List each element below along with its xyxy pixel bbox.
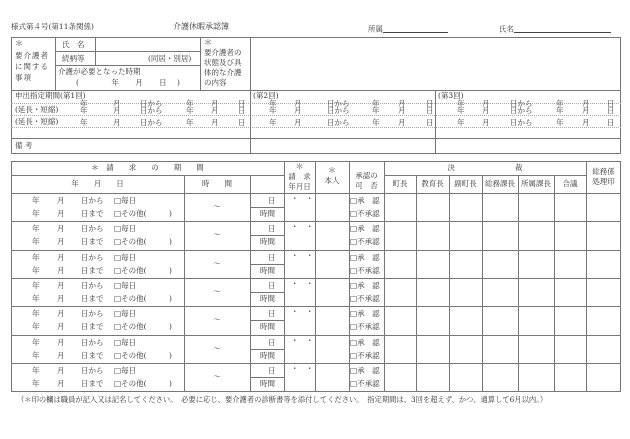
from-month: 月	[57, 309, 65, 319]
disapprove-checkbox[interactable]: □不承認	[350, 209, 380, 218]
period-date-unit: 月	[398, 99, 406, 108]
unit-day: 日	[268, 309, 276, 319]
from-month: 月	[57, 224, 65, 234]
self-signature-cell[interactable]	[316, 222, 348, 248]
period-date-unit: 年	[186, 118, 194, 127]
to-month: 月	[57, 293, 65, 303]
to-month: 月	[57, 350, 65, 360]
other-checkbox[interactable]: □その他( )	[114, 293, 172, 303]
decision-header: 決 裁	[447, 163, 523, 172]
self-signature-cell[interactable]	[316, 307, 348, 333]
to-day: 日まで	[81, 237, 104, 247]
relation-label: 続柄等	[62, 54, 85, 63]
cohabitation-option[interactable]: (同居・別居)	[148, 54, 192, 63]
period-date-unit: 日	[238, 99, 246, 108]
applicant-name-label: 氏名	[499, 24, 514, 34]
other-checkbox[interactable]: □その他( )	[114, 265, 172, 275]
to-month: 月	[57, 378, 65, 388]
other-checkbox[interactable]: □その他( )	[114, 322, 172, 332]
from-year: 年	[32, 196, 40, 205]
caregiver-label-line-3: 事項	[15, 73, 32, 82]
need-time-label: 介護が必要となった時期	[58, 67, 141, 76]
form-title: 介護休暇承認簿	[173, 22, 229, 31]
to-month: 月	[57, 237, 65, 247]
period-date-unit: 月	[482, 99, 490, 108]
period-date-unit: 日	[607, 99, 615, 108]
approver-department-chief: 所属課長	[521, 179, 551, 188]
period-date-unit: 年	[457, 106, 465, 115]
to-year: 年	[32, 350, 40, 360]
period-date-unit: 月	[113, 99, 121, 108]
period-date-unit: 日から	[140, 99, 163, 108]
from-month: 月	[57, 337, 65, 347]
every-day-checkbox[interactable]: □毎日	[114, 337, 137, 347]
disapprove-checkbox[interactable]: □不承認	[350, 265, 380, 275]
period-date-unit: 年	[556, 118, 564, 127]
period-date-unit: 年	[457, 118, 465, 127]
period-date-unit: 日	[238, 118, 246, 127]
condition-label-line-3: 体的な介護	[204, 68, 242, 77]
to-day: 日まで	[81, 265, 104, 275]
to-day: 日まで	[81, 209, 104, 218]
affiliation-field[interactable]	[368, 23, 448, 33]
request-period-header: ＊ 請 求 の 期 間	[91, 163, 204, 172]
approve-checkbox[interactable]: □承 認	[350, 280, 380, 290]
period-date-unit: 日から	[140, 118, 163, 127]
period-third-label: (第3回)	[438, 91, 464, 100]
request-date-header-1: 請 求	[288, 172, 311, 181]
period-date-unit: 月	[211, 99, 219, 108]
period-date-unit: 年	[80, 106, 88, 115]
from-day: 日から	[81, 252, 104, 262]
every-day-checkbox[interactable]: □毎日	[114, 365, 137, 375]
period-date-unit: 年	[186, 99, 194, 108]
period-date-unit: 月	[113, 106, 121, 115]
period-date-unit: 月	[398, 118, 406, 127]
request-date-header-asterisk: ＊	[295, 162, 304, 171]
other-checkbox[interactable]: □その他( )	[114, 350, 172, 360]
remarks-label: 備 考	[15, 141, 33, 150]
self-signature-cell[interactable]	[316, 251, 348, 277]
extension-label-1[interactable]: (延長・短縮)	[15, 105, 59, 114]
need-time-date[interactable]: ( 年 月 日 )	[76, 78, 180, 87]
period-date-unit: 年	[269, 106, 277, 115]
self-signature-cell[interactable]	[316, 194, 348, 220]
request-date-dots[interactable]: ・ ・	[291, 335, 314, 345]
unit-hours: 時間	[260, 322, 275, 332]
from-year: 年	[32, 365, 40, 375]
approver-deputy-mayor: 副町長	[454, 179, 477, 188]
unit-hours: 時間	[260, 237, 275, 247]
condition-label-line-2: 状態及び具	[204, 58, 242, 67]
to-day: 日まで	[81, 378, 104, 388]
applicant-name-field[interactable]	[499, 23, 611, 33]
from-day: 日から	[81, 309, 104, 319]
unit-day: 日	[268, 337, 276, 347]
time-range-tilde[interactable]: ～	[213, 371, 221, 381]
unit-day: 日	[268, 365, 276, 375]
self-header-asterisk: ＊	[328, 166, 336, 175]
period-date-unit: 日	[607, 106, 615, 115]
footer-note: （＊印の欄は職員が記入又は記名してください。 必要に応じ、要介護者の診断書等を添付してください。 指定期間は、3回を超えず、かつ、通算して6月以内。）	[17, 395, 548, 404]
general-affairs-header-1: 総務係	[592, 167, 615, 176]
disapprove-checkbox[interactable]: □不承認	[350, 322, 380, 332]
form-number: 様式第４号(第11条関係)	[11, 22, 94, 31]
period-date-unit: 日から	[327, 118, 350, 127]
to-month: 月	[57, 265, 65, 275]
period-date-unit: 日から	[327, 99, 350, 108]
caregiver-label-line-1: 要介護者	[15, 51, 49, 60]
unit-day: 日	[268, 196, 276, 205]
approve-checkbox[interactable]: □承 認	[350, 196, 380, 205]
from-year: 年	[32, 337, 40, 347]
remarks-input[interactable]	[251, 139, 619, 153]
to-day: 日まで	[81, 350, 104, 360]
to-year: 年	[32, 378, 40, 388]
approve-checkbox[interactable]: □承 認	[350, 224, 380, 234]
period-date-unit: 年	[372, 99, 380, 108]
period-date-unit: 日から	[327, 106, 350, 115]
period-date-unit: 日から	[510, 99, 533, 108]
unit-day: 日	[268, 280, 276, 290]
time-range-tilde[interactable]: ～	[213, 343, 221, 353]
from-year: 年	[32, 252, 40, 262]
period-date-unit: 月	[211, 118, 219, 127]
time-range-tilde[interactable]: ～	[213, 258, 221, 268]
approve-checkbox[interactable]: □承 認	[350, 309, 380, 319]
to-month: 月	[57, 209, 65, 218]
request-date-dots[interactable]: ・ ・	[291, 278, 314, 288]
approver-mayor: 町長	[392, 179, 408, 188]
period-date-unit: 年	[556, 99, 564, 108]
request-date-dots[interactable]: ・ ・	[291, 250, 314, 260]
to-year: 年	[32, 322, 40, 332]
to-month: 月	[57, 322, 65, 332]
condition-asterisk: ＊	[204, 38, 212, 47]
self-signature-cell[interactable]	[316, 336, 348, 362]
other-checkbox[interactable]: □その他( )	[114, 237, 172, 247]
period-date-unit: 年	[186, 106, 194, 115]
request-date-header-2: 年月日	[288, 182, 311, 191]
to-year: 年	[32, 265, 40, 275]
period-date-unit: 日	[607, 118, 615, 127]
approval-header-2: 可 否	[355, 181, 378, 190]
period-date-unit: 日	[426, 99, 434, 108]
disapprove-checkbox[interactable]: □不承認	[350, 237, 380, 247]
period-date-unit: 年	[80, 118, 88, 127]
condition-input[interactable]	[251, 38, 619, 89]
period-date-unit: 月	[294, 99, 302, 108]
unit-hours: 時間	[260, 378, 275, 388]
from-month: 月	[57, 280, 65, 290]
period-date-unit: 月	[582, 106, 590, 115]
period-date-unit: 月	[294, 118, 302, 127]
approve-checkbox[interactable]: □承 認	[350, 365, 380, 375]
time-range-tilde[interactable]: ～	[213, 286, 221, 296]
from-day: 日から	[81, 365, 104, 375]
period-date-unit: 日から	[140, 106, 163, 115]
from-month: 月	[57, 252, 65, 262]
period-date-unit: 日から	[510, 118, 533, 127]
period-date-unit: 日	[426, 118, 434, 127]
period-date-unit: 月	[582, 118, 590, 127]
other-checkbox[interactable]: □その他( )	[114, 209, 172, 218]
time-header: 時 間	[202, 179, 232, 188]
approver-superintendent: 教育長	[421, 179, 444, 188]
request-date-dots[interactable]: ・ ・	[291, 194, 314, 203]
time-range-tilde[interactable]: ～	[213, 202, 221, 211]
to-year: 年	[32, 209, 40, 218]
period-date-unit: 年	[269, 118, 277, 127]
period-date-unit: 月	[482, 118, 490, 127]
disapprove-checkbox[interactable]: □不承認	[350, 350, 380, 360]
relation-input[interactable]	[96, 52, 146, 64]
patient-name-input[interactable]	[96, 38, 199, 50]
request-date-dots[interactable]: ・ ・	[291, 363, 314, 373]
period-date-unit: 年	[457, 99, 465, 108]
period-date-unit: 日から	[510, 106, 533, 115]
approver-general-affairs-chief: 総務課長	[485, 179, 515, 188]
unit-day: 日	[268, 252, 276, 262]
every-day-checkbox[interactable]: □毎日	[114, 280, 137, 290]
unit-hours: 時間	[260, 350, 275, 360]
from-year: 年	[32, 224, 40, 234]
every-day-checkbox[interactable]: □毎日	[114, 252, 137, 262]
period-first-label: 申出指定期間(第1回)	[15, 91, 86, 100]
period-date-unit: 日	[426, 106, 434, 115]
period-date-unit: 月	[294, 106, 302, 115]
condition-label-line-4: の内容	[204, 78, 227, 87]
request-date-dots[interactable]: ・ ・	[291, 307, 314, 317]
period-date-unit: 月	[398, 106, 406, 115]
period-date-unit: 年	[80, 99, 88, 108]
unit-hours: 時間	[260, 209, 275, 218]
to-day: 日まで	[81, 293, 104, 303]
period-date-unit: 月	[482, 106, 490, 115]
extension-label-2[interactable]: (延長・短縮)	[15, 117, 59, 126]
condition-label-line-1: 要介護者の	[204, 48, 242, 57]
period-date-unit: 年	[372, 118, 380, 127]
period-date-unit: 日	[238, 106, 246, 115]
from-day: 日から	[81, 196, 104, 205]
period-date-unit: 年	[269, 99, 277, 108]
disapprove-checkbox[interactable]: □不承認	[350, 293, 380, 303]
caregiver-label-line-2: に関する	[15, 62, 49, 71]
period-date-unit: 月	[582, 99, 590, 108]
approve-checkbox[interactable]: □承 認	[350, 252, 380, 262]
to-year: 年	[32, 237, 40, 247]
from-day: 日から	[81, 337, 104, 347]
self-signature-cell[interactable]	[316, 364, 348, 390]
other-checkbox[interactable]: □その他( )	[114, 378, 172, 388]
unit-hours: 時間	[260, 265, 275, 275]
period-second-label: (第2回)	[253, 91, 279, 100]
affiliation-label: 所属	[368, 24, 383, 34]
general-affairs-header-2: 処理印	[592, 177, 615, 186]
self-signature-cell[interactable]	[316, 279, 348, 305]
unit-day: 日	[268, 224, 276, 234]
from-day: 日から	[81, 224, 104, 234]
period-date-unit: 月	[113, 118, 121, 127]
approve-checkbox[interactable]: □承 認	[350, 337, 380, 347]
period-date-unit: 月	[211, 106, 219, 115]
patient-name-label: 氏 名	[62, 40, 85, 49]
from-month: 月	[57, 365, 65, 375]
from-year: 年	[32, 280, 40, 290]
caregiver-asterisk: ＊	[15, 39, 23, 48]
request-date-dots[interactable]: ・ ・	[291, 222, 314, 232]
approval-header-1: 承認の	[355, 171, 378, 180]
from-day: 日から	[81, 280, 104, 290]
every-day-checkbox[interactable]: □毎日	[114, 224, 137, 234]
from-month: 月	[57, 196, 65, 205]
time-range-tilde[interactable]: ～	[213, 315, 221, 325]
every-day-checkbox[interactable]: □毎日	[114, 309, 137, 319]
ymd-header: 年 月 日	[71, 179, 124, 188]
to-year: 年	[32, 293, 40, 303]
period-date-unit: 年	[372, 106, 380, 115]
self-header: 本人	[324, 176, 340, 185]
time-range-tilde[interactable]: ～	[213, 230, 221, 240]
to-day: 日まで	[81, 322, 104, 332]
from-year: 年	[32, 309, 40, 319]
every-day-checkbox[interactable]: □毎日	[114, 196, 137, 205]
period-date-unit: 年	[556, 106, 564, 115]
unit-hours: 時間	[260, 293, 275, 303]
disapprove-checkbox[interactable]: □不承認	[350, 378, 380, 388]
approver-consultation: 合議	[562, 179, 578, 188]
